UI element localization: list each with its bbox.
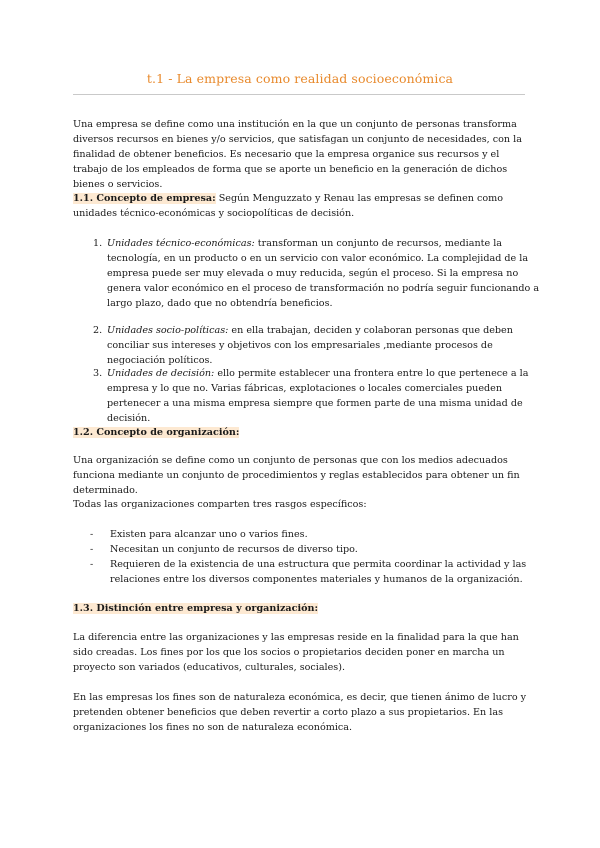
section-3-paragraph <box>73 601 529 616</box>
bullet-dash: - <box>90 529 94 540</box>
section-1-heading: 1.1. Concepto de empresa: <box>73 193 216 204</box>
section-1-text: Según Menguzzato y Renau las empresas se definen como unidades técnico-económicas y sociopolíticas de decisión. <box>73 193 504 219</box>
bullet-item <box>90 557 530 587</box>
title-divider <box>73 94 525 95</box>
list-item-text: ello permite establecer una frontera entre lo que pertenece a la empresa y lo que no. Varias fábricas, explotaciones o locales comerciales pueden pertenecer a una misma empresa siempre que formen parte de una misma unidad de decisión. <box>107 368 529 424</box>
bullet-item <box>90 542 530 557</box>
list-item-label: Unidades técnico-económicas: <box>107 238 255 249</box>
intro-paragraph: Una empresa se define como una institución en la que un conjunto de personas transforma diversos recursos en bienes y/o servicios, que satisfagan un conjunto de necesidades, con la finalidad de obtener beneficios. Es necesario que la empresa organice sus recursos y el trabajo de los empleados de forma que se aporte un beneficio en la generación de dichos bienes o servicios. <box>73 119 522 190</box>
bullet-text: Existen para alcanzar uno o varios fines. <box>110 529 308 540</box>
section-2-traits-intro: Todas las organizaciones comparten tres rasgos específicos: <box>73 499 367 510</box>
list-number: 2. <box>93 325 103 336</box>
bullet-text: Necesitan un conjunto de recursos de diverso tipo. <box>110 544 358 555</box>
bullet-text: Requieren de la existencia de una estructura que permita coordinar la actividad y las relaciones entre los diversos componentes materiales y humanos de la organización. <box>110 559 527 585</box>
section-2-heading: 1.2. Concepto de organización: <box>73 427 240 438</box>
bullet-dash: - <box>90 559 94 570</box>
list-item <box>93 366 547 426</box>
bullet-dash: - <box>90 544 94 555</box>
list-number: 3. <box>93 368 103 379</box>
section-3-heading: 1.3. Distinción entre empresa y organización: <box>73 603 319 614</box>
section-3-difference: La diferencia entre las organizaciones y las empresas reside en la finalidad para la que han sido creadas. Los fines por los que los socios o propietarios deciden poner en marcha un proyecto son variados (educativos, culturales, sociales). <box>73 632 519 673</box>
list-item <box>93 236 547 311</box>
page-title: t.1 - La empresa como realidad socioeconómica <box>146 71 454 86</box>
list-item-label: Unidades de decisión: <box>107 368 215 379</box>
list-item-text: transforman un conjunto de recursos, mediante la tecnología, en un producto o en un servicio con valor económico. La complejidad de la empresa puede ser muy elevada o muy reducida, según el proceso. Si la empresa no genera valor económico en el proceso de transformación no podría seguir funcionando a largo plazo, dado que no obtendría beneficios. <box>107 238 540 309</box>
list-item <box>93 323 547 368</box>
list-item-text: en ella trabajan, deciden y colaboran personas que deben conciliar sus intereses y objetivos con los empresariales ,mediante procesos de negociación políticos. <box>107 325 513 366</box>
list-item-label: Unidades socio-políticas: <box>107 325 229 336</box>
section-3-economic-ends: En las empresas los fines son de naturaleza económica, es decir, que tienen ánimo de lucro y pretenden obtener beneficios que deben revertir a corto plazo a sus propietarios. En las organizaciones los fines no son de naturaleza económica. <box>73 692 527 733</box>
bullet-item <box>90 527 530 542</box>
list-number: 1. <box>93 238 103 249</box>
section-1-paragraph <box>73 191 529 221</box>
section-2-paragraph <box>73 425 529 440</box>
section-2-definition: Una organización se define como un conjunto de personas que con los medios adecuados funciona mediante un conjunto de procedimientos y reglas establecidos para obtener un fin determinado. <box>73 455 520 496</box>
